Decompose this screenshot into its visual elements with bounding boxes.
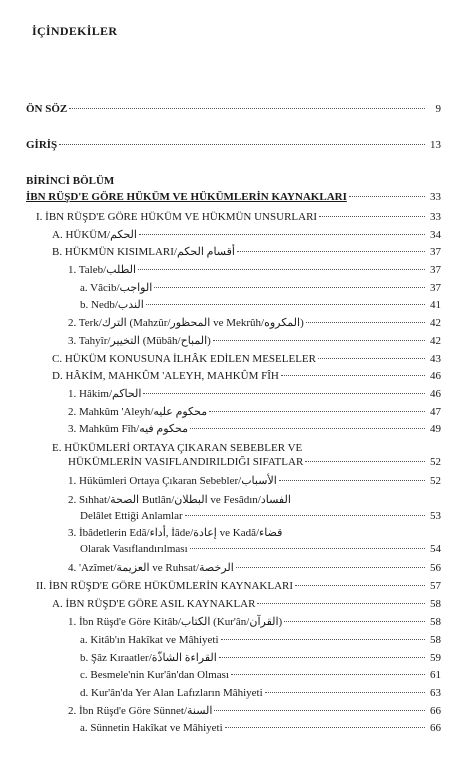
toc-entry-label: 2. İbn Rüşd'e Göre Sünnet/السنة [68,705,213,717]
toc-entry-page: 57 [430,580,441,592]
dot-leader [319,215,425,217]
toc-entry[interactable] [0,297,471,313]
toc-entry[interactable] [0,368,471,384]
toc-entry[interactable] [0,173,471,189]
toc-entry-page: 59 [430,652,441,664]
toc-entry[interactable] [0,262,471,278]
toc-entry[interactable] [0,492,471,508]
toc-entry[interactable] [0,404,471,420]
toc-entry-label: I. İBN RÜŞD'E GÖRE HÜKÜM VE HÜKMÜN UNSURLARI [36,211,318,223]
dot-leader [349,195,425,197]
toc-entry[interactable] [0,280,471,296]
toc-entry-page: 37 [430,264,441,276]
toc-entry-page: 46 [430,370,441,382]
toc-entry-label: 1. Hükümleri Ortaya Çıkaran Sebebler/الأسباب [68,475,277,487]
toc-entry-label: a. Kitâb'ın Hakîkat ve Mâhiyeti [80,634,219,646]
dot-leader [318,357,425,359]
toc-entry-label: b. Nedb/الندب [80,299,144,311]
toc-entry-label: a. Sünnetin Hakîkat ve Mâhiyeti [80,722,223,734]
toc-entry[interactable] [0,421,471,437]
toc-entry-label: 2. Terk/الترك (Mahzûr/المحظور ve Mekrûh/المكروه) [68,317,304,329]
toc-entry-page: 61 [430,669,441,681]
toc-entry-page: 34 [430,229,441,241]
dot-leader [59,143,425,145]
toc-entry-page: 49 [430,423,441,435]
toc-entry[interactable] [0,508,471,524]
toc-entry[interactable] [0,386,471,402]
toc-entry-page: 53 [430,510,441,522]
toc-entry[interactable] [0,541,471,557]
dot-leader [305,460,425,462]
dot-leader [225,726,425,728]
toc-entry-label: 1. İbn Rüşd'e Göre Kitâb/الكتاب (Kur'ân/القرآن) [68,616,283,628]
toc-entry[interactable] [0,525,471,541]
toc-entry-label: ÖN SÖZ [26,103,68,115]
toc-entry[interactable] [0,614,471,630]
dot-leader [154,286,425,288]
toc-entry-page: 66 [430,722,441,734]
dot-leader [281,374,425,376]
toc-entry-page: 42 [430,335,441,347]
toc-entry-label: II. İBN RÜŞD'E GÖRE HÜKÜMLERİN KAYNAKLARI [36,580,294,592]
toc-entry-page: 63 [430,687,441,699]
toc-entry-page: 54 [430,543,441,555]
dot-leader [219,656,425,658]
dot-leader [295,584,425,586]
toc-entry-label: 1. Hâkim/الحاكم [68,388,142,400]
toc-entry-label: C. HÜKÜM KONUSUNA İLHÂK EDİLEN MESELELER [52,353,316,365]
dot-leader [209,410,425,412]
toc-entry-label: 2. Mahkûm 'Aleyh/محكوم عليه [68,406,208,418]
toc-entry-page: 37 [430,246,441,258]
toc-entry-label: B. HÜKMÜN KISIMLARI/أقسام الحكم [52,246,235,258]
dot-leader [190,427,425,429]
toc-entry-label: D. HÂKİM, MAHKÛM 'ALEYH, MAHKÛM FÎH [52,370,279,382]
toc-entry[interactable] [0,596,471,612]
toc-entry[interactable] [0,189,471,205]
toc-entry-label: Delâlet Ettiği Anlamlar [80,510,183,522]
toc-entry-page: 33 [430,211,441,223]
toc-entry-page: 43 [430,353,441,365]
toc-entry-page: 58 [430,616,441,628]
dot-leader [214,709,425,711]
toc-entry-label: HÜKÜMLERİN VASIFLANDIRILDIĞI SIFATLAR [68,456,304,468]
toc-entry[interactable] [0,244,471,260]
toc-entry-label: E. HÜKÜMLERİ ORTAYA ÇIKARAN SEBEBLER VE [52,442,303,454]
toc-entry[interactable] [0,685,471,701]
toc-entry[interactable] [0,333,471,349]
toc-entry-label: Olarak Vasıflandırılması [80,543,188,555]
toc-entry-label: 2. Sıhhat/الصحة Butlân/البطلان ve Fesâdın/الفساد [68,494,291,506]
dot-leader [221,638,425,640]
page-title: İÇİNDEKİLER [32,24,118,38]
dot-leader [185,514,425,516]
dot-leader [279,479,425,481]
toc-entry-label: d. Kur'ân'da Yer Alan Lafızların Mâhiyeti [80,687,263,699]
toc-entry-page: 42 [430,317,441,329]
toc-entry[interactable] [0,227,471,243]
toc-entry[interactable] [0,473,471,489]
dot-leader [236,566,425,568]
dot-leader [139,233,425,235]
toc-entry[interactable] [0,101,471,117]
toc-entry-label: 3. Tahyîr/التخيير (Mübâh/المباح) [68,335,211,347]
toc-entry-label: BİRİNCİ BÖLÜM [26,175,115,187]
toc-entry-page: 46 [430,388,441,400]
toc-entry-label: c. Besmele'nin Kur'ân'dan Olması [80,669,229,681]
dot-leader [146,303,425,305]
toc-entry[interactable] [0,703,471,719]
toc-entry-page: 66 [430,705,441,717]
dot-leader [265,691,425,693]
toc-entry-page: 37 [430,282,441,294]
toc-entry-label: 3. Mahkûm Fîh/محكوم فيه [68,423,188,435]
toc-entry[interactable] [0,137,471,153]
toc-entry-page: 52 [430,475,441,487]
dot-leader [213,339,425,341]
toc-entry-label: A. HÜKÜM/الحكم [52,229,137,241]
toc-entry-label: İBN RÜŞD'E GÖRE HÜKÜM VE HÜKÜMLERİN KAYNAKLARI [26,191,347,203]
toc-entry-page: 58 [430,598,441,610]
toc-entry-label: A. İBN RÜŞD'E GÖRE ASIL KAYNAKLAR [52,598,256,610]
toc-entry[interactable] [0,560,471,576]
toc-entry-label: 1. Taleb/الطلب [68,264,137,276]
dot-leader [69,107,425,109]
toc-entry[interactable] [0,632,471,648]
toc-entry-label: 4. 'Azîmet/العزيمة ve Ruhsat/الرخصة [68,562,234,574]
dot-leader [284,620,425,622]
toc-entry-page: 13 [430,139,441,151]
toc-entry-page: 52 [430,456,441,468]
toc-entry-label: a. Vâcib/الواجب [80,282,153,294]
dot-leader [143,392,425,394]
dot-leader [190,547,425,549]
dot-leader [231,673,425,675]
toc-entry[interactable] [0,578,471,594]
toc-entry-label: 3. İbâdetlerin Edâ/أداء, İâde/إعادة ve Kadâ/قضاء [68,527,283,539]
toc-entry-page: 33 [430,191,441,203]
toc-entry-page: 47 [430,406,441,418]
toc-entry[interactable] [0,315,471,331]
dot-leader [237,250,425,252]
dot-leader [306,321,425,323]
toc-entry-label: b. Şâz Kıraatler/القراءة الشاذّة [80,652,217,664]
toc-entry-label: GİRİŞ [26,139,58,151]
toc-entry[interactable] [0,720,471,736]
toc-entry-page: 41 [430,299,441,311]
toc-entry-page: 56 [430,562,441,574]
toc-entry[interactable] [0,351,471,367]
toc-entry-page: 58 [430,634,441,646]
toc-entry[interactable] [0,209,471,225]
toc-entry[interactable] [0,454,471,470]
dot-leader [257,602,425,604]
toc-entry[interactable] [0,667,471,683]
dot-leader [138,268,425,270]
toc-entry[interactable] [0,650,471,666]
toc-entry-page: 9 [435,103,441,115]
